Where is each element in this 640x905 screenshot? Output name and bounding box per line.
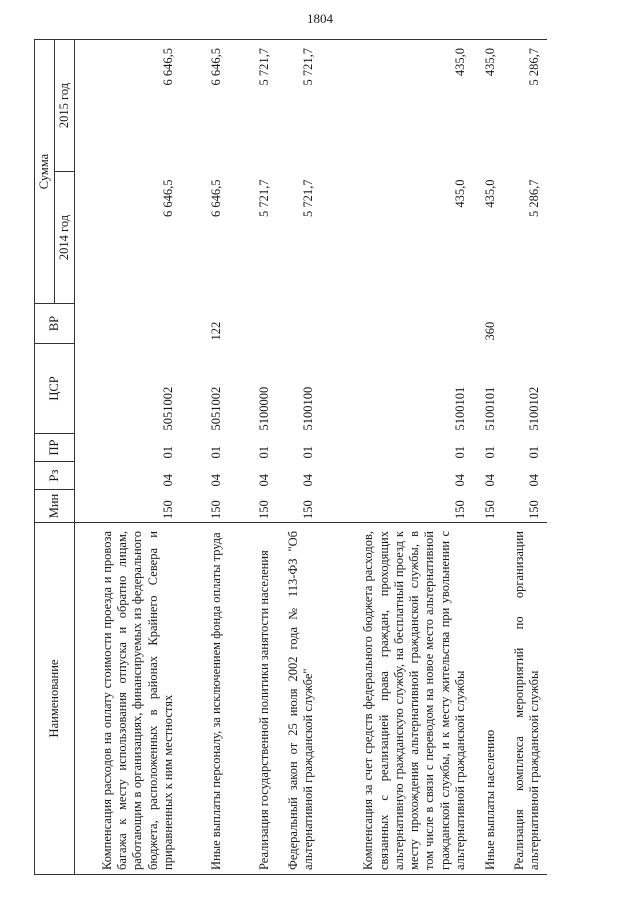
row-2014: 6 646,5 xyxy=(208,179,223,217)
row-csr: 5051002 xyxy=(160,386,175,431)
row-2014: 435,0 xyxy=(452,179,467,208)
row-csr: 5100101 xyxy=(452,386,467,431)
row-pr: 01 xyxy=(482,446,497,459)
row-name: Иные выплаты персоналу, за исключением фонда оплаты труда xyxy=(181,523,229,875)
row-min: 150 xyxy=(300,500,315,519)
row-csr: 5051002 xyxy=(208,386,223,431)
row-rz: 04 xyxy=(160,474,175,487)
row-2015: 5 721,7 xyxy=(277,40,321,172)
table-row xyxy=(277,40,321,875)
header-vr: ВР xyxy=(35,304,75,344)
row-csr: 5100000 xyxy=(256,386,271,431)
row-pr: 01 xyxy=(300,446,315,459)
header-pr: ПР xyxy=(35,434,75,462)
row-min: 150 xyxy=(256,500,271,519)
table-row xyxy=(473,40,503,875)
row-rz: 04 xyxy=(482,474,497,487)
row-pr: 01 xyxy=(208,446,223,459)
row-vr xyxy=(277,304,321,344)
row-2015: 435,0 xyxy=(321,40,473,172)
row-vr xyxy=(75,304,181,344)
row-name: Иные выплаты населению xyxy=(473,523,503,875)
row-name: Компенсация расходов на оплату стоимости проезда и провоза багажа к месту использования отпуска и обратно лицам, работающим в организациях, финансируемых из федерального бюджета, расположенных в районах Крайнего Севера и приравненных к ним местностях xyxy=(75,523,181,875)
row-csr: 5100100 xyxy=(300,386,315,431)
header-csr: ЦСР xyxy=(35,344,75,434)
row-vr xyxy=(321,304,473,344)
page-number: 1804 xyxy=(307,11,333,26)
row-min: 150 xyxy=(208,500,223,519)
row-pr: 01 xyxy=(526,446,541,459)
row-vr: 360 xyxy=(482,321,497,341)
table-row xyxy=(229,40,277,875)
header-2014: 2014 год xyxy=(55,172,75,304)
row-vr: 122 xyxy=(208,321,223,341)
row-pr: 01 xyxy=(452,446,467,459)
row-rz: 04 xyxy=(256,474,271,487)
row-name: Реализация государственной политики занятости населения xyxy=(229,523,277,875)
row-2015: 6 646,5 xyxy=(75,40,181,172)
row-pr: 01 xyxy=(160,446,175,459)
row-vr xyxy=(229,304,277,344)
budget-table xyxy=(34,39,547,875)
header-2015: 2015 год xyxy=(55,40,75,172)
table-body xyxy=(75,40,547,875)
row-rz: 04 xyxy=(208,474,223,487)
table-row xyxy=(75,40,181,875)
row-2014: 5 286,7 xyxy=(526,179,541,217)
row-name: Компенсация за счет средств федерального бюджета расходов, связанных с реализацией права граждан, проходящих альтернативную гражданскую службу, на бесплатный проезд к месту прохождения альтернативной гражданской службы, в том числе в связи с переводом на новое место альтернативной гражданской службы, и к месту жительства при увольнении с альтернативной гражданской службы xyxy=(321,523,473,875)
table-row xyxy=(503,40,547,875)
header-name: Наименование xyxy=(35,523,75,875)
table-header xyxy=(35,40,75,875)
row-csr: 5100101 xyxy=(482,386,497,431)
row-2014: 5 721,7 xyxy=(256,179,271,217)
header-rz: Рз xyxy=(35,462,75,490)
row-vr xyxy=(503,304,547,344)
row-min: 150 xyxy=(482,500,497,519)
row-2015: 5 721,7 xyxy=(229,40,277,172)
row-rz: 04 xyxy=(300,474,315,487)
row-name: Федеральный закон от 25 июля 2002 года № 113-ФЗ "Об альтернативной гражданской службе" xyxy=(277,523,321,875)
row-2014: 5 721,7 xyxy=(300,179,315,217)
row-2015: 435,0 xyxy=(473,40,503,172)
row-name: Реализация комплекса мероприятий по организации альтернативной гражданской службы xyxy=(503,523,547,875)
row-pr: 01 xyxy=(256,446,271,459)
table-row xyxy=(181,40,229,875)
row-min: 150 xyxy=(452,500,467,519)
row-min: 150 xyxy=(526,500,541,519)
row-rz: 04 xyxy=(526,474,541,487)
budget-table-sheet xyxy=(34,40,594,875)
row-2014: 435,0 xyxy=(482,179,497,208)
row-min: 150 xyxy=(160,500,175,519)
row-rz: 04 xyxy=(452,474,467,487)
header-min: Мин xyxy=(35,490,75,523)
header-sum: Сумма xyxy=(35,40,55,304)
row-2014: 6 646,5 xyxy=(160,179,175,217)
row-csr: 5100102 xyxy=(526,386,541,431)
row-2015: 5 286,7 xyxy=(503,40,547,172)
row-2015: 6 646,5 xyxy=(181,40,229,172)
table-row xyxy=(321,40,473,875)
